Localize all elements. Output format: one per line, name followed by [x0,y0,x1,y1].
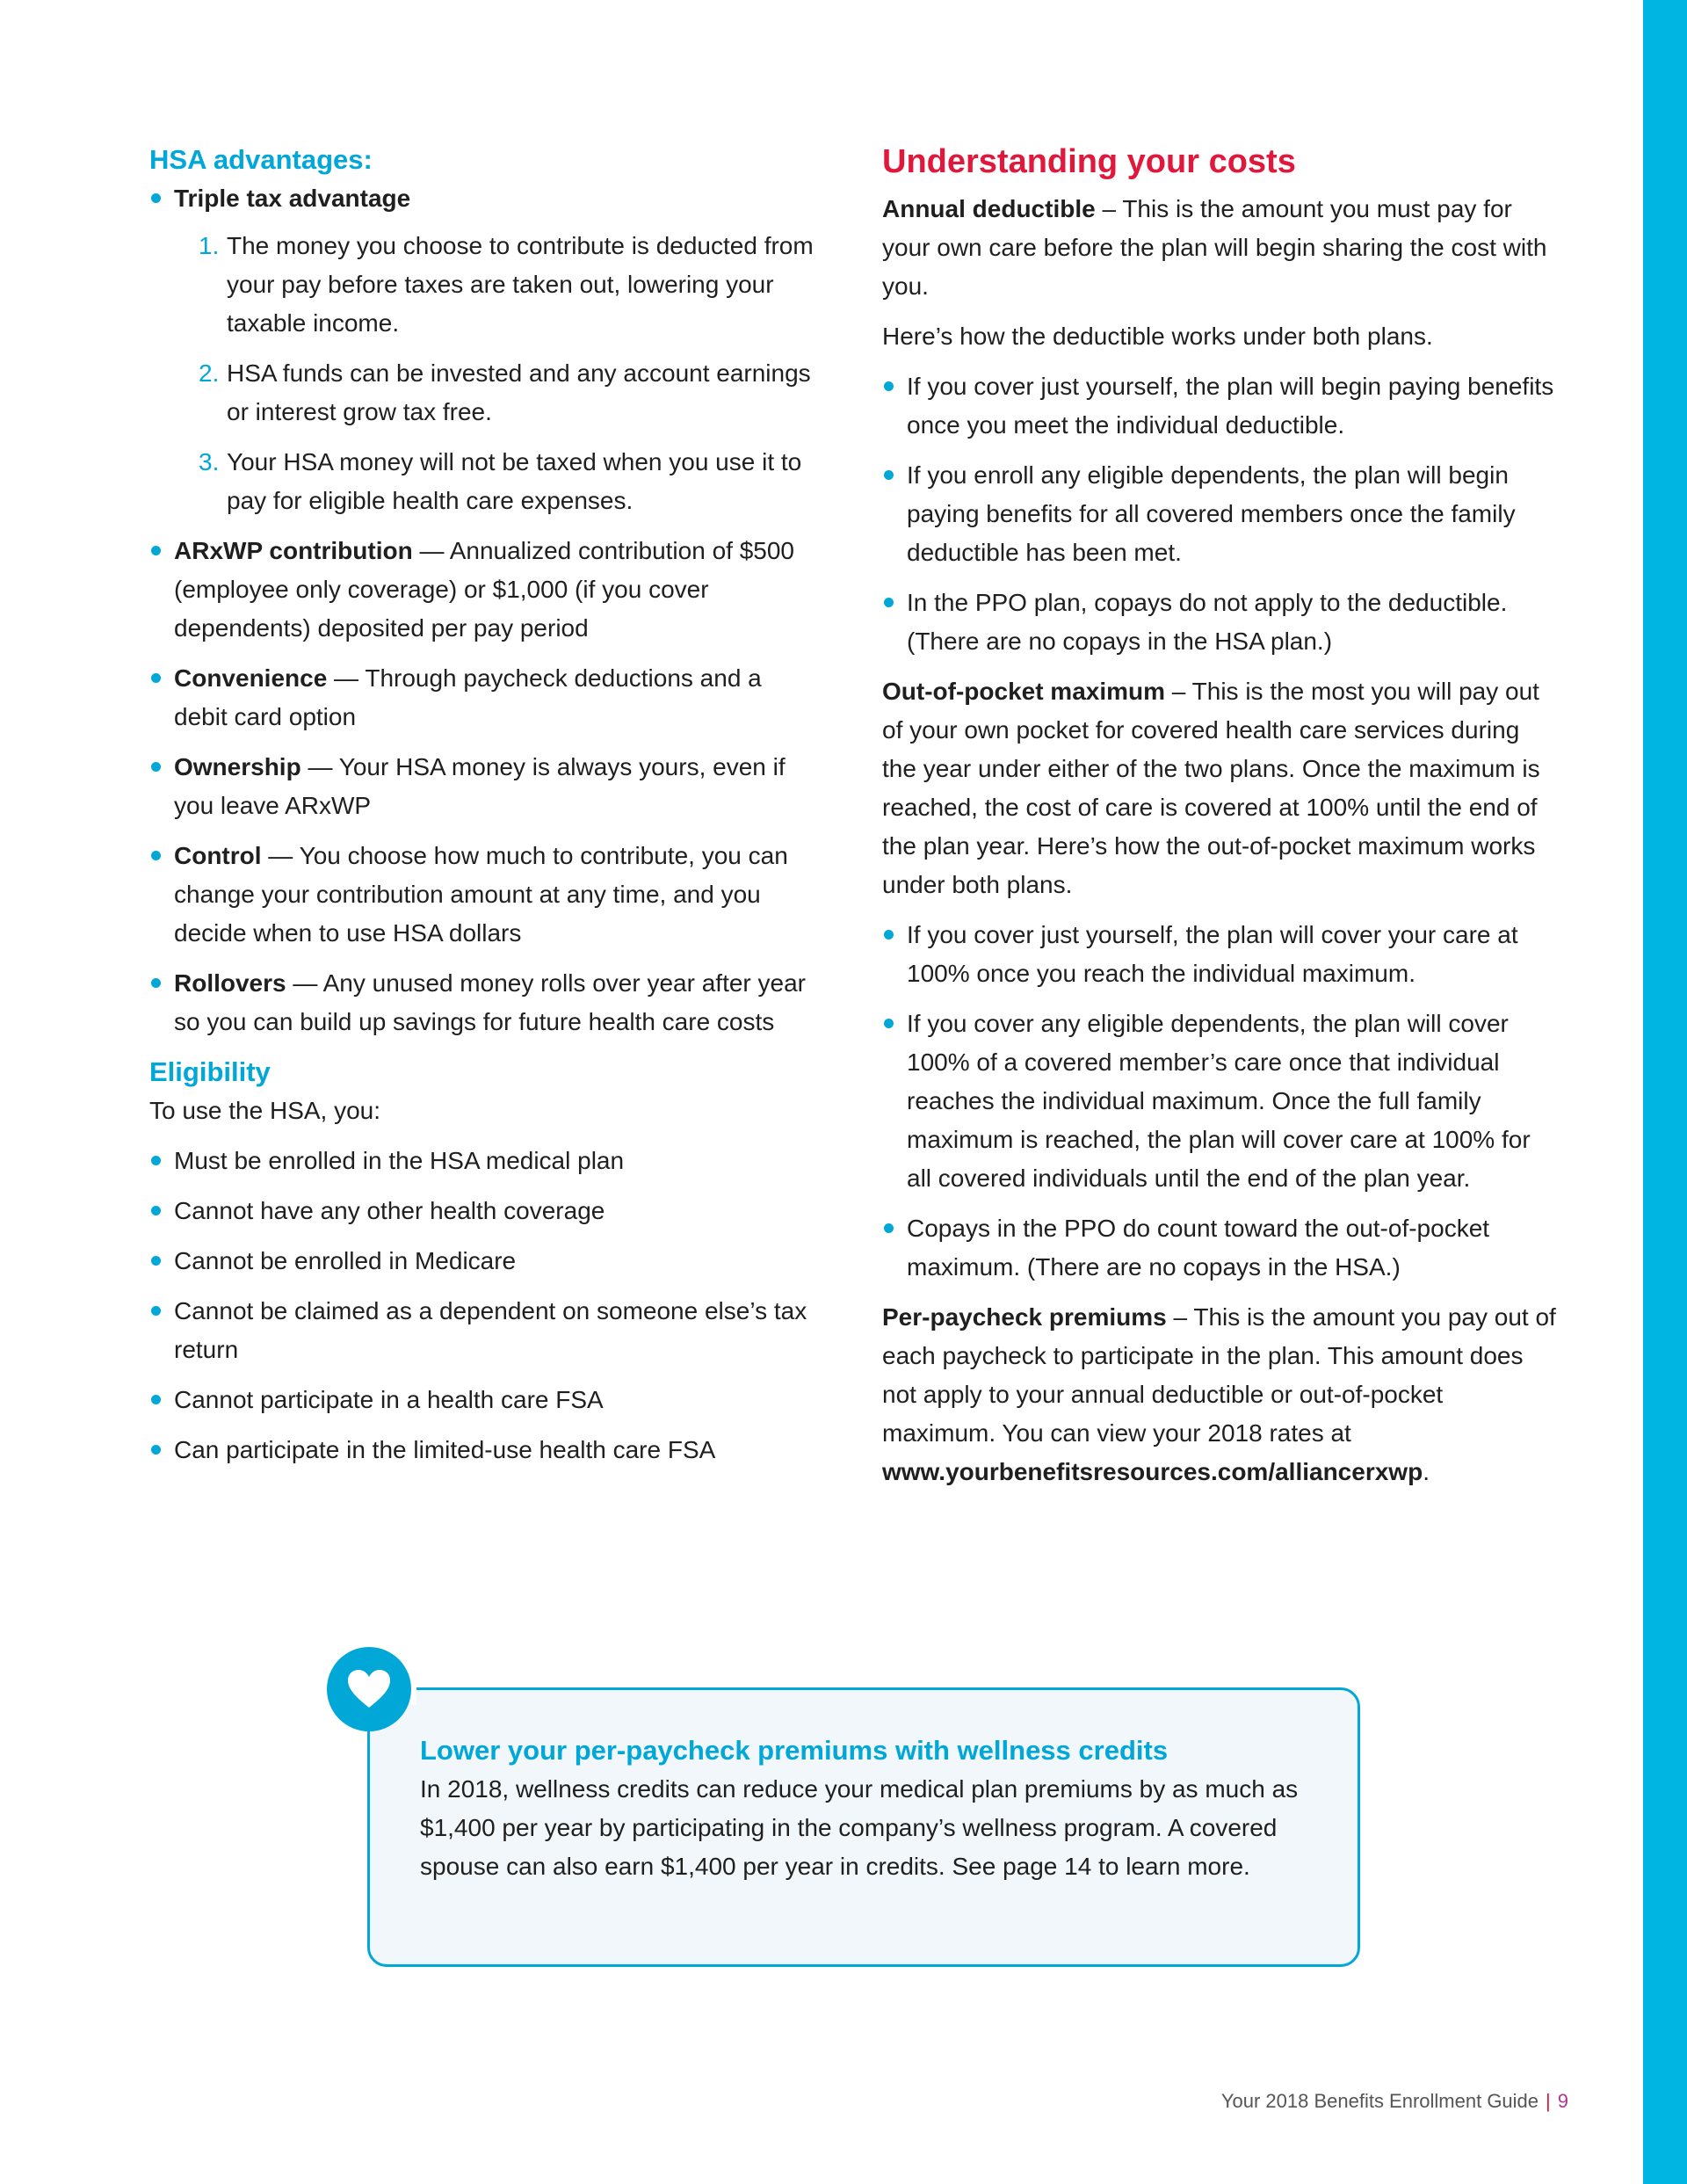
item-text: — Any unused money rolls over year after year so you can build up savings for future health care costs [174,969,806,1035]
annual-deductible-paragraph [882,190,1559,306]
term-label: Out-of-pocket maximum [882,678,1166,705]
premiums-paragraph [882,1298,1559,1491]
item-label: Ownership [174,753,301,780]
deductible-list [882,367,1559,661]
deductible-intro: Here’s how the deductible works under both plans. [882,323,1433,350]
numbered-item [174,227,817,343]
list-item: Can participate in the limited-use health care FSA [149,1431,817,1469]
triple-tax-label: Triple tax advantage [174,185,411,212]
eligibility-heading: Eligibility [149,1056,271,1087]
understanding-costs-heading: Understanding your costs [882,143,1296,180]
list-item [149,659,817,736]
guide-title: Your 2018 Benefits Enrollment Guide [1220,2090,1539,2112]
list-item-triple-tax [149,179,817,520]
item-text: — Your HSA money is always yours, even if you leave ARxWP [174,753,786,819]
list-item: Cannot have any other health coverage [149,1192,817,1230]
hsa-advantages-heading: HSA advantages: [149,144,373,175]
item-number: 3. [199,448,220,475]
left-column [149,141,817,1481]
list-item: If you enroll any eligible dependents, the plan will begin paying benefits for all covered members once the family deductible has been met. [882,456,1559,572]
triple-tax-numbered-list [174,227,817,520]
item-number: 2. [199,359,220,387]
item-text: Your HSA money will not be taxed when you use it to pay for eligible health care expenses. [227,448,802,514]
item-text: — You choose how much to contribute, you can change your contribution amount at any time, and you decide when to use HSA dollars [174,842,788,947]
term-definition: – This is the most you will pay out of your own pocket for covered health care services during the year under either of the two plans. Once the maximum is reached, the cost of care is covered at 100% until the end of the plan year. Here’s how the out-of-pocket maximum works under both plans. [882,678,1540,898]
item-label: Convenience [174,664,328,692]
footer-separator: | [1546,2090,1551,2112]
list-item: Copays in the PPO do count toward the out-of-pocket maximum. (There are no copays in the HSA.) [882,1209,1559,1287]
list-item [149,748,817,825]
list-item: In the PPO plan, copays do not apply to the deductible. (There are no copays in the HSA plan.) [882,584,1559,661]
page-footer [1221,2088,1568,2115]
heart-icon [327,1647,411,1731]
oop-maximum-paragraph [882,672,1559,904]
item-text: The money you choose to contribute is deducted from your pay before taxes are taken out, lowering your taxable income. [227,232,814,337]
eligibility-list [149,1142,817,1469]
term-label: Per-paycheck premiums [882,1303,1167,1331]
item-text: — Annualized contribution of $500 (employee only coverage) or $1,000 (if you cover dependents) deposited per pay period [174,537,794,642]
right-column [882,141,1559,1503]
list-item: Must be enrolled in the HSA medical plan [149,1142,817,1180]
list-item: If you cover any eligible dependents, the plan will cover 100% of a covered member’s care once that individual reaches the individual maximum. Once the full family maximum is reached, the plan will cover care at 100% for all covered individuals until the end of the plan year. [882,1005,1559,1198]
item-label: Control [174,842,262,869]
term-definition: – This is the amount you must pay for your own care before the plan will begin sharing the cost with you. [882,195,1547,300]
term-definition: – This is the amount you pay out of each paycheck to participate in the plan. This amount does not apply to your annual deductible or out-of-pocket maximum. You can view your 2018 rates at [882,1303,1556,1447]
oop-list [882,916,1559,1287]
list-item: If you cover just yourself, the plan will cover your care at 100% once you reach the individual maximum. [882,916,1559,993]
item-text: HSA funds can be invested and any account earnings or interest grow tax free. [227,359,811,425]
page-number: 9 [1557,2090,1568,2112]
numbered-item [174,354,817,432]
wellness-callout-content [420,1731,1334,1886]
list-item: Cannot be enrolled in Medicare [149,1242,817,1281]
item-number: 1. [199,232,220,259]
numbered-item [174,443,817,520]
sentence-end: . [1423,1458,1430,1485]
item-label: ARxWP contribution [174,537,413,564]
list-item: Cannot participate in a health care FSA [149,1381,817,1419]
right-edge-color-bar [1643,0,1687,2184]
list-item [149,964,817,1041]
callout-title: Lower your per-paycheck premiums with wellness credits [420,1735,1169,1766]
callout-body: In 2018, wellness credits can reduce your medical plan premiums by as much as $1,400 per year by participating in the company’s wellness program. A covered spouse can also earn $1,400 per year in credits. See page 14 to learn more. [420,1775,1299,1880]
list-item [149,532,817,648]
eligibility-intro: To use the HSA, you: [149,1097,381,1124]
list-item: If you cover just yourself, the plan will begin paying benefits once you meet the individual deductible. [882,367,1559,445]
list-item: Cannot be claimed as a dependent on someone else’s tax return [149,1292,817,1369]
term-label: Annual deductible [882,195,1096,222]
list-item [149,837,817,953]
item-text: — Through paycheck deductions and a debit card option [174,664,762,730]
hsa-advantages-list [149,179,817,1041]
benefits-website-link[interactable]: www.yourbenefitsresources.com/alliancerxwp [882,1458,1423,1485]
item-label: Rollovers [174,969,286,997]
